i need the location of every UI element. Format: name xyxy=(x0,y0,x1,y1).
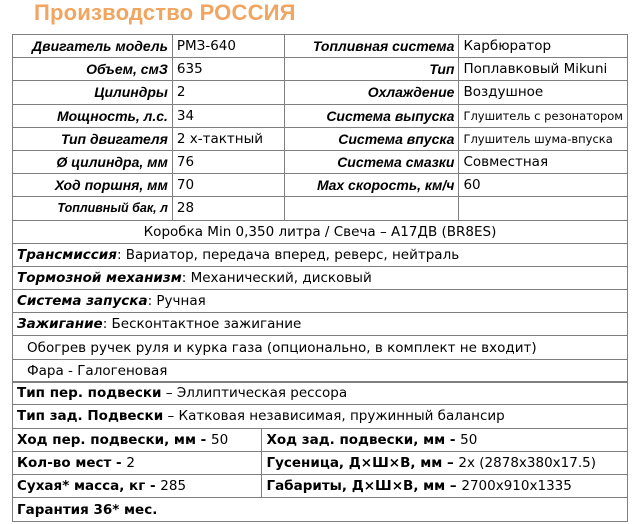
rear-suspension-value: – Катковая независимая, пружинный балансир xyxy=(163,408,505,425)
chassis-cell xyxy=(262,475,628,498)
chassis-label: Ход зад. подвески, мм - xyxy=(266,431,461,448)
chassis-cell xyxy=(13,451,262,474)
spec-label: Охлаждение xyxy=(285,81,459,104)
chassis-label: Габариты, Д×Ш×В, мм – xyxy=(266,478,462,495)
spec-value: РМЗ-640 xyxy=(172,35,284,58)
chassis-label: Сухая* масса, кг - xyxy=(17,478,161,495)
brake-label: Тормозной механизм xyxy=(17,269,182,286)
gearbox-row xyxy=(13,220,628,243)
headlight-text: Фара - Галогеновая xyxy=(13,359,628,382)
ignition-value: : Бесконтактное зажигание xyxy=(102,316,302,333)
front-suspension-value: – Эллиптическая рессора xyxy=(161,385,348,402)
chassis-label: Гусеница, Д×Ш×В, мм – xyxy=(266,455,459,472)
spec-value: Совместная xyxy=(459,150,628,173)
spec-label: Тип xyxy=(285,58,459,81)
spec-value xyxy=(459,197,628,220)
spec-label: Мощность, л.с. xyxy=(13,104,173,127)
heating-row xyxy=(13,336,628,359)
front-suspension-label: Тип пер. подвески xyxy=(17,385,162,402)
spec-value: 2 х-тактный xyxy=(172,127,284,150)
spec-row xyxy=(13,197,628,220)
spec-row xyxy=(13,174,628,197)
heating-text: Обогрев ручек руля и курка газа (опционально, в комплект не входит) xyxy=(13,336,628,359)
spec-label: Max скорость, км/ч xyxy=(285,174,459,197)
spec-value: 28 xyxy=(172,197,284,220)
chassis-cell xyxy=(13,428,262,451)
spec-label: Ход поршня, мм xyxy=(13,174,173,197)
ignition-row xyxy=(13,313,628,336)
spec-value: 635 xyxy=(172,58,284,81)
spec-value: Воздушное xyxy=(459,81,628,104)
spec-label: Ø цилиндра, мм xyxy=(13,150,173,173)
chassis-value: 50 xyxy=(211,431,229,448)
chassis-row xyxy=(13,475,628,498)
ignition-label: Зажигание xyxy=(17,316,103,333)
chassis-specs-table xyxy=(12,381,628,522)
spec-label: Топливная система xyxy=(285,35,459,58)
spec-value: Карбюратор xyxy=(459,35,628,58)
start-row xyxy=(13,290,628,313)
chassis-value: 2700х910х1335 xyxy=(461,478,572,495)
spec-label: Система выпуска xyxy=(285,104,459,127)
spec-value: Поплавковый Mikuni xyxy=(459,58,628,81)
chassis-value: 50 xyxy=(460,431,478,448)
spec-value: 70 xyxy=(172,174,284,197)
spec-value: 60 xyxy=(459,174,628,197)
brake-value: : Механический, дисковый xyxy=(181,269,372,286)
chassis-value: 2х (2878х380х17.5) xyxy=(458,455,596,472)
chassis-cell xyxy=(13,475,262,498)
warranty-row xyxy=(13,498,628,521)
warranty-text: Гарантия 36* мес. xyxy=(13,498,628,521)
spec-row xyxy=(13,35,628,58)
spec-label xyxy=(285,197,459,220)
chassis-label: Ход пер. подвески, мм - xyxy=(17,431,211,448)
chassis-cell xyxy=(262,428,628,451)
spec-label: Двигатель модель xyxy=(13,35,173,58)
rear-suspension-label: Тип зад. Подвески xyxy=(17,408,164,425)
spec-row xyxy=(13,104,628,127)
spec-row xyxy=(13,58,628,81)
chassis-cell xyxy=(262,451,628,474)
brake-row xyxy=(13,266,628,289)
chassis-row xyxy=(13,428,628,451)
transmission-label: Трансмиссия xyxy=(17,246,117,263)
start-value: : Ручная xyxy=(147,293,206,310)
chassis-value: 285 xyxy=(160,478,187,495)
spec-label: Система впуска xyxy=(285,127,459,150)
headlight-row xyxy=(13,359,628,382)
spec-value: Глушитель с резонатором xyxy=(459,104,628,127)
spec-label: Объем, смЗ xyxy=(13,58,173,81)
spec-label: Цилиндры xyxy=(13,81,173,104)
spec-value: 34 xyxy=(172,104,284,127)
chassis-value: 2 xyxy=(126,455,135,472)
front-suspension-row xyxy=(13,382,628,405)
chassis-label: Кол-во мест - xyxy=(17,455,127,472)
spec-value: 2 xyxy=(172,81,284,104)
spec-value: 76 xyxy=(172,150,284,173)
transmission-row xyxy=(13,243,628,266)
gearbox-text: Коробка Min 0,350 литра / Свеча – А17ДВ (BR8ES) xyxy=(13,220,628,243)
page-title: Производство РОССИЯ xyxy=(34,0,296,25)
spec-label: Система смазки xyxy=(285,150,459,173)
transmission-value: : Вариатор, передача вперед, реверс, нейтраль xyxy=(116,246,460,263)
chassis-row xyxy=(13,451,628,474)
spec-row xyxy=(13,150,628,173)
rear-suspension-row xyxy=(13,405,628,428)
start-label: Система запуска xyxy=(17,293,148,310)
spec-value: Глушитель шума-впуска xyxy=(459,127,628,150)
spec-label: Топливный бак, л xyxy=(13,197,173,220)
spec-row xyxy=(13,81,628,104)
spec-row xyxy=(13,127,628,150)
spec-label: Тип двигателя xyxy=(13,127,173,150)
engine-specs-table xyxy=(12,34,628,383)
